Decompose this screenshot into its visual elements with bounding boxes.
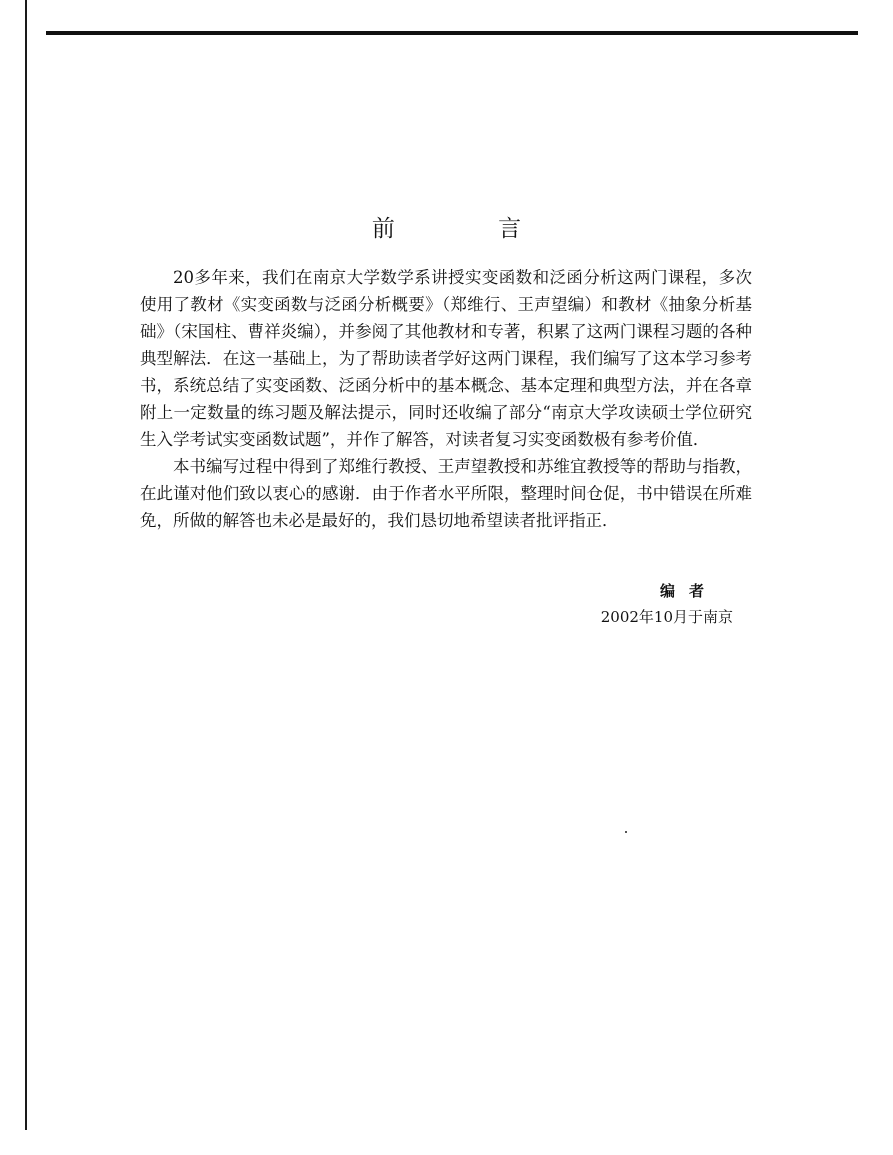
signature-date: 2002年10月于南京 (600, 608, 733, 626)
signature-block (560, 578, 760, 630)
preface-paragraph-1: 20多年来，我们在南京大学数学系讲授实变函数和泛函分析这两门课程，多次使用了教材《实变函数与泛函分析概要》（郑维行、王声望编）和教材《抽象分析基础》（宋国柱、曹祥炎编），并参阅了其他教材和专著，积累了这两门课程习题的各种典型解法．在这一基础上，为了帮助读者学好这两门课程，我们编写了这本学习参考书，系统总结了实变函数、泛函分析中的基本概念、基本定理和典型方法，并在各章附上一定数量的练习题及解法提示，同时还收编了部分“南京大学攻读硕士学位研究生入学考试实变函数试题”，并作了解答，对读者复习实变函数极有参考价值． (140, 268, 752, 449)
page-title: 前 言 (371, 216, 570, 242)
header-rule (46, 31, 858, 35)
preface-body (140, 264, 752, 534)
page-left-edge-line (25, 0, 27, 1130)
preface-paragraph-2: 本书编写过程中得到了郑维行教授、王声望教授和苏维宜教授等的帮助与指教，在此谨对他们致以衷心的感谢．由于作者水平所限，整理时间仓促，书中错误在所难免，所做的解答也未必是最好的，我们恳切地希望读者批评指正． (140, 457, 752, 530)
signature-author: 编者 (659, 582, 718, 600)
scan-speck (625, 831, 627, 833)
